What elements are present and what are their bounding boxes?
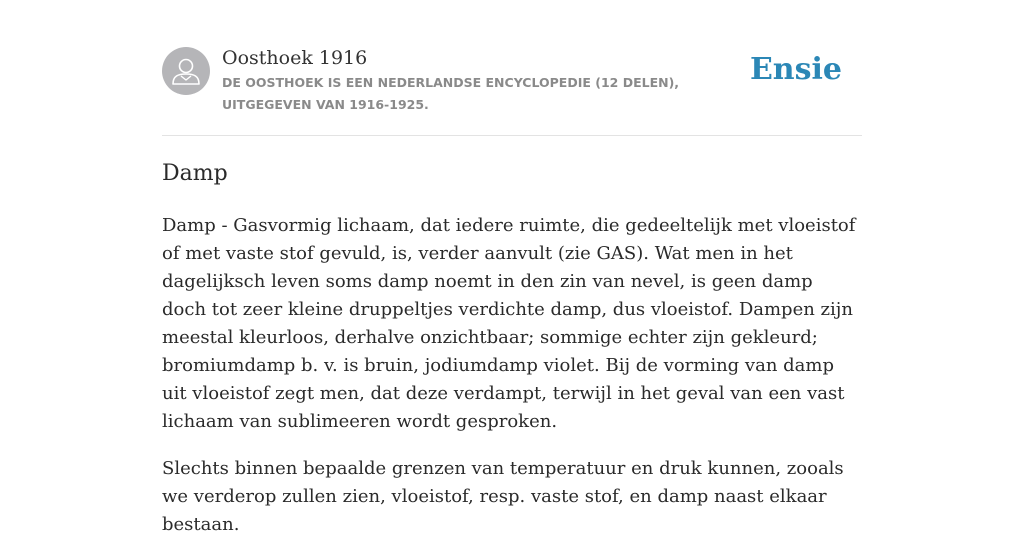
article-paragraph: Slechts binnen bepaalde grenzen van temperatuur en druk kunnen, zooals we verderop zullen zien, vloeistof, resp. vaste stof, en damp naast elkaar bestaan. [162,458,844,535]
article-title: Damp [162,161,228,186]
source-description: DE OOSTHOEK IS EEN NEDERLANDSE ENCYCLOPEDIE (12 DELEN), UITGEGEVEN VAN 1916-1925. [222,75,680,112]
source-title[interactable]: Oosthoek 1916 [222,47,368,69]
article-paragraph: Damp - Gasvormig lichaam, dat iedere ruimte, die gedeeltelijk met vloeistof of met vaste stof gevuld, is, verder aanvult (zie GAS). Wat men in het dagelijksch leven soms damp noemt in den zin van nevel, is geen damp doch tot zeer kleine druppeltjes verdichte damp, dus vloeistof. Dampen zijn meestal kleurloos, derhalve onzichtbaar; sommige echter zijn gekleurd; bromiumdamp b. v. is bruin, jodiumdamp violet. Bij de vorming van damp uit vloeistof zegt men, dat deze verdampt, terwijl in het geval van een vast lichaam van sublimeeren wordt gesproken. [162,215,856,432]
header-divider [162,135,862,136]
avatar[interactable] [162,47,210,95]
user-silhouette-icon [162,47,210,95]
source-header [162,46,862,136]
article-body [162,212,862,558]
brand-logo[interactable]: Ensie [749,52,842,87]
